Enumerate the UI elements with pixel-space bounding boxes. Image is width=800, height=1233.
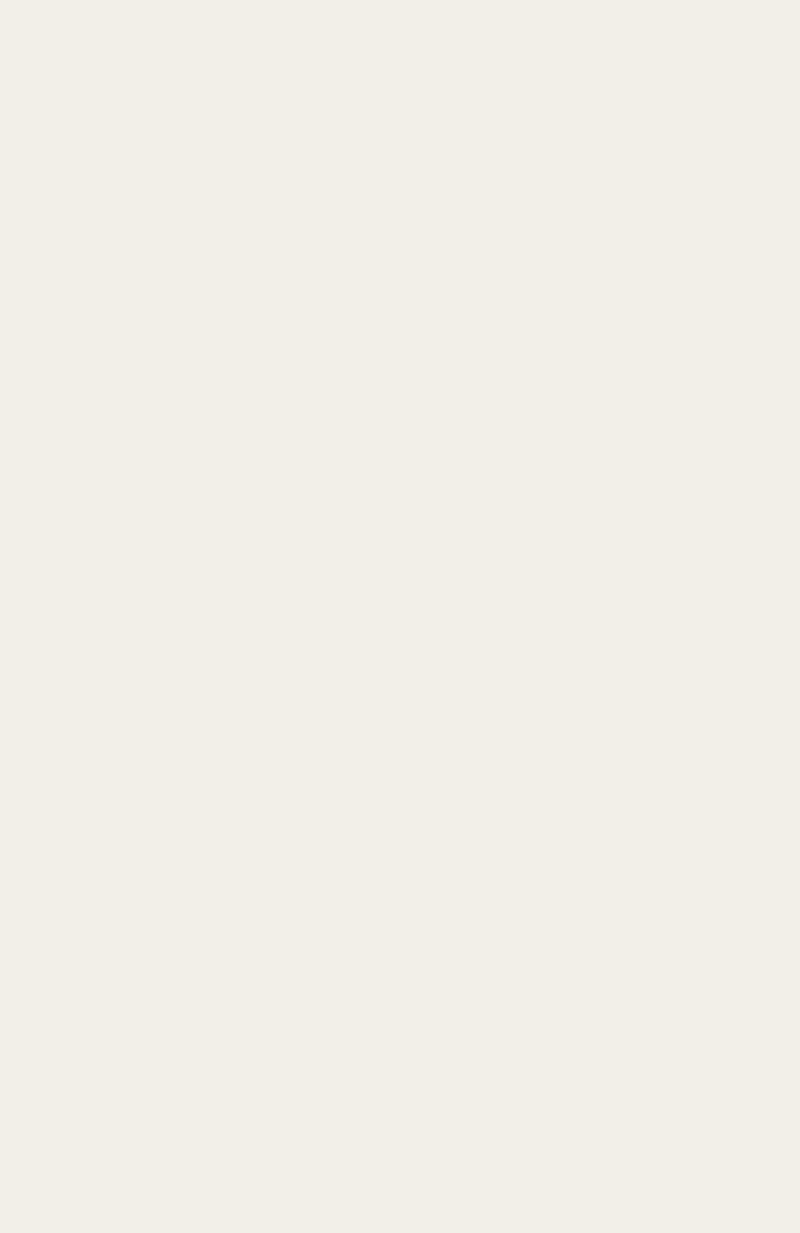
toc-entry [0,1010,800,1032]
toc-entry [0,650,800,672]
toc-entry [0,938,800,960]
toc-entry [0,393,800,415]
toc-entry [0,842,800,864]
toc-entry [0,794,800,816]
toc-entry [0,464,800,486]
toc-entry [0,440,800,462]
toc-entry [0,914,800,936]
toc-entry [0,866,800,888]
toc-entry [0,986,800,1008]
toc-entry [0,674,800,696]
toc-entry [0,818,800,840]
toc-entry [0,890,800,912]
toc-entry [0,1034,800,1056]
toc-entry [0,698,800,720]
toc-entry [0,962,800,984]
toc-entry [0,626,800,648]
toc-entry [0,488,800,510]
toc-entry [0,584,800,606]
toc-entry [0,770,800,792]
toc-entry [0,416,800,438]
toc-entry [0,1154,800,1176]
toc-entry [0,746,800,768]
toc-entry [0,536,800,558]
toc-entry [0,1130,800,1152]
